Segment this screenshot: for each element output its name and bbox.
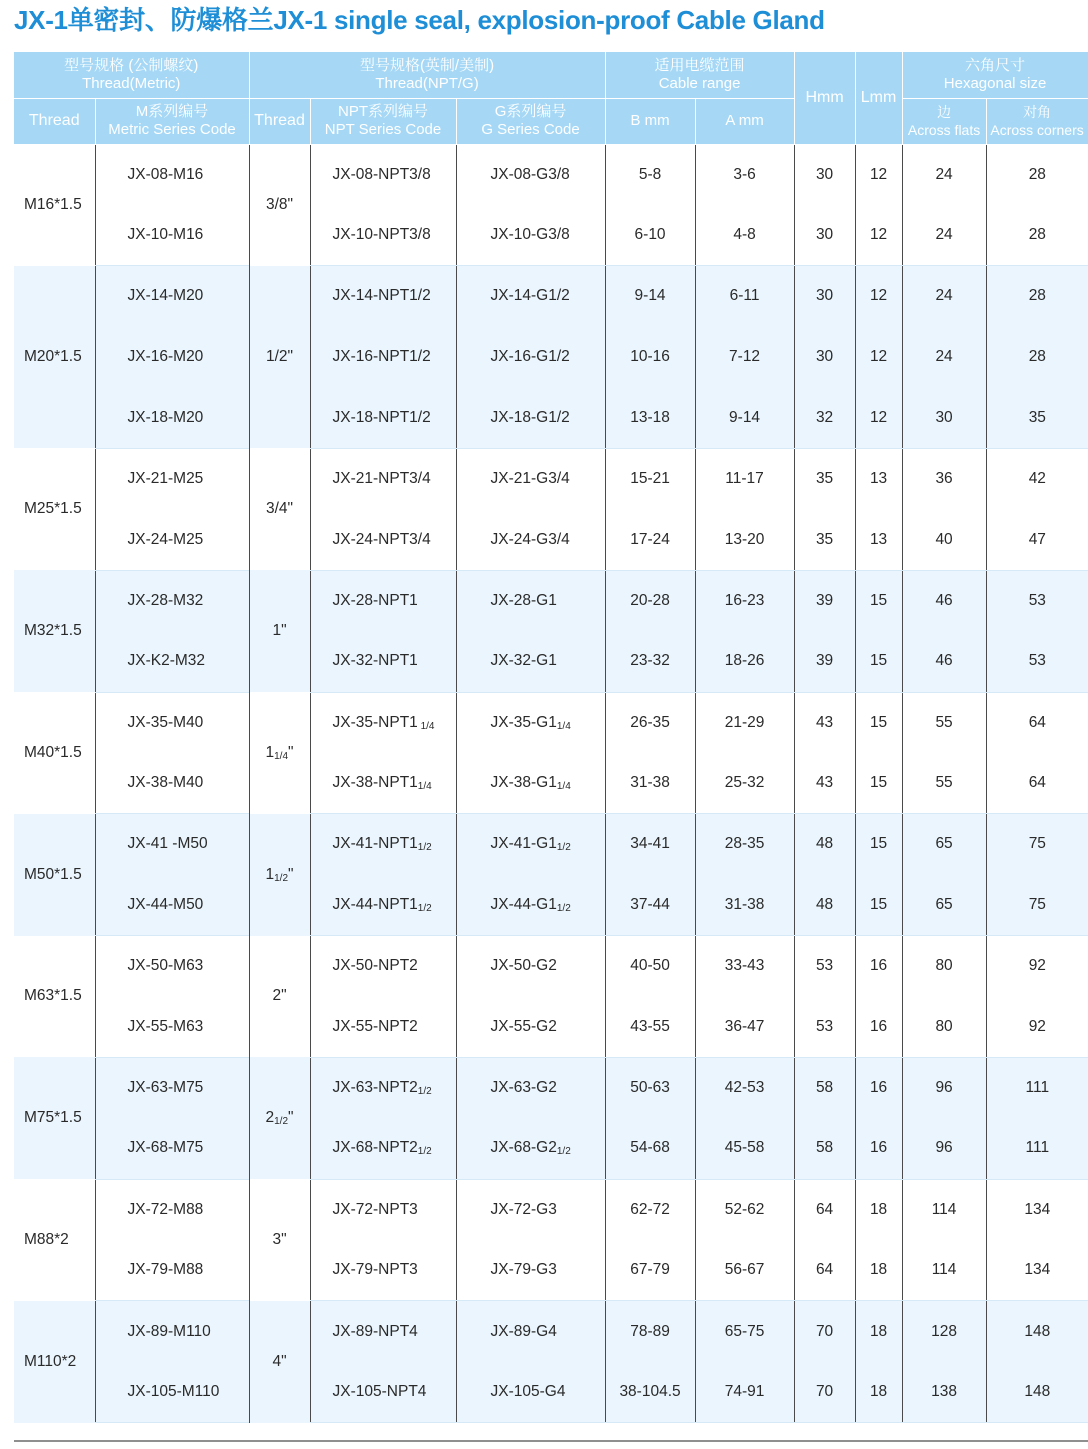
g-code-cell: $JX-68-G2_{1/2}$ (456, 1118, 605, 1179)
g-code-cell: JX-10-G3/8 (456, 205, 605, 266)
g-code-cell: JX-63-G2 (456, 1057, 605, 1118)
cable-b-cell: 37-44 (605, 875, 695, 936)
hex-group-header: 六角尺寸 Hexagonal size (902, 52, 1088, 98)
corners-cell: 42 (986, 448, 1088, 509)
table-row (14, 388, 1088, 449)
flats-cell: 128 (902, 1301, 986, 1362)
a-mm-header: A mm (695, 98, 794, 144)
metric-code-cell: JX-63-M75 (95, 1057, 249, 1118)
g-code-cell: $JX-44-G1_{1/2}$ (456, 875, 605, 936)
thread-group (14, 936, 1088, 1058)
cable-a-cell: 4-8 (695, 205, 794, 266)
metric-code-cell: JX-72-M88 (95, 1179, 249, 1240)
thread-group (14, 814, 1088, 936)
imperial-thread-cell: $2_{1/2}$" (249, 1057, 310, 1179)
corners-cell: 92 (986, 936, 1088, 997)
npt-code-cell: JX-28-NPT1 (310, 570, 456, 631)
npt-code-cell: JX-50-NPT2 (310, 936, 456, 997)
table-row (14, 509, 1088, 570)
l-cell: 18 (855, 1240, 902, 1301)
npt-code-cell: JX-21-NPT3/4 (310, 448, 456, 509)
flats-cell: 80 (902, 936, 986, 997)
metric-thread-cell: M75*1.5 (14, 1057, 95, 1179)
cable-a-cell: 28-35 (695, 814, 794, 875)
g-code-cell: JX-55-G2 (456, 996, 605, 1057)
corners-cell: 134 (986, 1240, 1088, 1301)
table-row (14, 205, 1088, 266)
thread-group (14, 1179, 1088, 1301)
l-cell: 12 (855, 205, 902, 266)
table-row (14, 327, 1088, 388)
npt-code-cell: JX-105-NPT4 (310, 1362, 456, 1423)
metric-thread-cell: M88*2 (24, 1231, 69, 1249)
cable-b-cell: 43-55 (605, 996, 695, 1057)
metric-code-cell: JX-14-M20 (95, 266, 249, 327)
cable-b-cell: 34-41 (605, 814, 695, 875)
metric-thread-cell: M40*1.5 (24, 743, 82, 761)
cable-group-header: 适用电缆范围 Cable range (605, 52, 794, 98)
thread-group (14, 570, 1088, 692)
thread2-header: Thread (249, 98, 310, 144)
metric-code-cell: JX-79-M88 (95, 1240, 249, 1301)
table-row (14, 1057, 1088, 1118)
npt-code-cell: JX-18-NPT1/2 (310, 388, 456, 449)
h-cell: 43 (794, 692, 855, 753)
metric-code-cell: JX-08-M16 (95, 144, 249, 205)
metric-group-header: 型号规格 (公制螺纹) Thread(Metric) (14, 52, 249, 98)
g-code-cell: JX-18-G1/2 (456, 388, 605, 449)
g-code-cell: JX-28-G1 (456, 570, 605, 631)
cable-b-cell: 6-10 (605, 205, 695, 266)
npt-code-cell: JX-89-NPT4 (310, 1301, 456, 1362)
npt-code-cell: JX-32-NPT1 (310, 631, 456, 692)
cable-b-cell: 9-14 (605, 266, 695, 327)
corners-cell: 148 (986, 1362, 1088, 1423)
l-cell: 16 (855, 1057, 902, 1118)
npt-code-cell: JX-14-NPT1/2 (310, 266, 456, 327)
corners-cell: 64 (986, 753, 1088, 814)
cable-b-cell: 62-72 (605, 1179, 695, 1240)
thread-group (14, 266, 1088, 449)
flats-cell: 138 (902, 1362, 986, 1423)
g-code-cell: JX-24-G3/4 (456, 509, 605, 570)
flats-cell: 96 (902, 1118, 986, 1179)
g-code-cell: $JX-35-G1_{1/4}$ (456, 692, 605, 753)
g-code-cell: JX-16-G1/2 (456, 327, 605, 388)
flats-cell: 46 (902, 631, 986, 692)
imperial-thread-cell: 4" (249, 1301, 310, 1423)
h-cell: 35 (794, 448, 855, 509)
cable-a-cell: 6-11 (695, 266, 794, 327)
h-cell: 53 (794, 936, 855, 997)
metric-code-cell: JX-105-M110 (95, 1362, 249, 1423)
h-cell: 32 (794, 388, 855, 449)
cable-b-cell: 13-18 (605, 388, 695, 449)
corners-cell: 92 (986, 996, 1088, 1057)
h-cell: 53 (794, 996, 855, 1057)
cable-b-cell: 20-28 (605, 570, 695, 631)
h-cell: 30 (794, 327, 855, 388)
h-cell: 35 (794, 509, 855, 570)
cable-b-cell: 40-50 (605, 936, 695, 997)
table-row (14, 266, 1088, 327)
thread-group (14, 144, 1088, 266)
npt-code-cell: JX-79-NPT3 (310, 1240, 456, 1301)
cable-b-cell: 5-8 (605, 144, 695, 205)
cable-b-cell: 38-104.5 (605, 1362, 695, 1423)
table-bottom-rule (14, 1440, 1088, 1442)
h-cell: 30 (794, 144, 855, 205)
metric-thread-cell: M50*1.5 (14, 814, 95, 936)
cable-a-cell: 7-12 (695, 327, 794, 388)
npt-series-header: NPT系列编号 NPT Series Code (310, 98, 456, 144)
table-header (14, 52, 1088, 144)
corners-cell: 64 (986, 692, 1088, 753)
l-cell: 12 (855, 266, 902, 327)
corners-cell: 111 (986, 1057, 1088, 1118)
h-cell: 43 (794, 753, 855, 814)
metric-thread-cell: M63*1.5 (24, 987, 82, 1005)
metric-code-cell: JX-10-M16 (95, 205, 249, 266)
cable-a-cell: 36-47 (695, 996, 794, 1057)
g-code-cell: JX-89-G4 (456, 1301, 605, 1362)
l-cell: 18 (855, 1362, 902, 1423)
flats-cell: 24 (902, 205, 986, 266)
table-row (14, 570, 1088, 631)
imperial-thread-cell: 2" (249, 936, 310, 1058)
h-cell: 30 (794, 205, 855, 266)
thread-group (14, 692, 1088, 814)
metric-code-cell: JX-55-M63 (95, 996, 249, 1057)
table-row (14, 144, 1088, 205)
corners-cell: 28 (986, 144, 1088, 205)
hmm-header: Hmm (794, 52, 855, 144)
flats-cell: 40 (902, 509, 986, 570)
npt-code-cell: $JX-38-NPT1_{1/4}$ (310, 753, 456, 814)
flats-cell: 55 (902, 692, 986, 753)
l-cell: 12 (855, 144, 902, 205)
npt-code-cell: $JX-44-NPT1_{1/2}$ (310, 875, 456, 936)
metric-thread-cell: M32*1.5 (14, 570, 95, 692)
table-row (14, 1240, 1088, 1301)
h-cell: 70 (794, 1301, 855, 1362)
cable-a-cell: 11-17 (695, 448, 794, 509)
flats-cell: 24 (902, 327, 986, 388)
cable-b-cell: 50-63 (605, 1057, 695, 1118)
corners-cell: 28 (986, 327, 1088, 388)
npt-code-cell: JX-72-NPT3 (310, 1179, 456, 1240)
cable-a-cell: 9-14 (695, 388, 794, 449)
table-row (14, 875, 1088, 936)
metric-code-cell: JX-35-M40 (95, 692, 249, 753)
cable-a-cell: 25-32 (695, 753, 794, 814)
cable-b-cell: 31-38 (605, 753, 695, 814)
table-row (14, 1118, 1088, 1179)
imperial-thread-cell: 1" (249, 570, 310, 692)
l-cell: 18 (855, 1179, 902, 1240)
g-code-cell: JX-79-G3 (456, 1240, 605, 1301)
npt-code-cell: $JX-41-NPT1_{1/2}$ (310, 814, 456, 875)
l-cell: 16 (855, 936, 902, 997)
h-cell: 64 (794, 1179, 855, 1240)
flats-cell: 24 (902, 144, 986, 205)
m-series-header: M系列编号 Metric Series Code (95, 98, 249, 144)
h-cell: 48 (794, 875, 855, 936)
npt-code-cell: JX-10-NPT3/8 (310, 205, 456, 266)
l-cell: 15 (855, 570, 902, 631)
l-cell: 15 (855, 692, 902, 753)
cable-a-cell: 31-38 (695, 875, 794, 936)
imperial-thread-cell: $1_{1/2}$" (249, 814, 310, 936)
cable-b-cell: 54-68 (605, 1118, 695, 1179)
metric-code-cell: JX-50-M63 (95, 936, 249, 997)
imperial-thread-cell: 1/2" (249, 266, 310, 449)
table-row (14, 753, 1088, 814)
l-cell: 13 (855, 509, 902, 570)
table-row (14, 1301, 1088, 1362)
g-series-header: G系列编号 G Series Code (456, 98, 605, 144)
flats-cell: 96 (902, 1057, 986, 1118)
flats-cell: 65 (902, 814, 986, 875)
cable-b-cell: 78-89 (605, 1301, 695, 1362)
cable-b-cell: 15-21 (605, 448, 695, 509)
npt-code-cell: JX-08-NPT3/8 (310, 144, 456, 205)
h-cell: 70 (794, 1362, 855, 1423)
thread-group (14, 448, 1088, 570)
cable-a-cell: 3-6 (695, 144, 794, 205)
g-code-cell: JX-32-G1 (456, 631, 605, 692)
metric-code-cell: JX-41 -M50 (95, 814, 249, 875)
flats-cell: 114 (902, 1179, 986, 1240)
flats-cell: 30 (902, 388, 986, 449)
l-cell: 12 (855, 388, 902, 449)
npt-code-cell: JX-55-NPT2 (310, 996, 456, 1057)
metric-code-cell: JX-16-M20 (95, 327, 249, 388)
metric-code-cell: JX-89-M110 (95, 1301, 249, 1362)
g-code-cell: JX-21-G3/4 (456, 448, 605, 509)
npt-code-cell: $JX-63-NPT2_{1/2}$ (310, 1057, 456, 1118)
page-title: JX-1单密封、防爆格兰JX-1 single seal, explosion-proof Cable Gland (14, 5, 825, 35)
flats-cell: 46 (902, 570, 986, 631)
cable-a-cell: 65-75 (695, 1301, 794, 1362)
b-mm-header: B mm (605, 98, 695, 144)
table-row (14, 1362, 1088, 1423)
cable-b-cell: 17-24 (605, 509, 695, 570)
metric-code-cell: JX-28-M32 (95, 570, 249, 631)
h-cell: 58 (794, 1118, 855, 1179)
cable-a-cell: 42-53 (695, 1057, 794, 1118)
metric-thread-cell: M110*2 (14, 1301, 95, 1423)
corners-cell: 111 (986, 1118, 1088, 1179)
cable-a-cell: 56-67 (695, 1240, 794, 1301)
spec-table (14, 52, 1088, 1423)
cable-b-cell: 23-32 (605, 631, 695, 692)
l-cell: 15 (855, 875, 902, 936)
imperial-thread-cell: $1_{1/4}$" (249, 692, 310, 814)
npt-code-cell: $JX-68-NPT2_{1/2}$ (310, 1118, 456, 1179)
cable-a-cell: 13-20 (695, 509, 794, 570)
cable-a-cell: 16-23 (695, 570, 794, 631)
cable-a-cell: 33-43 (695, 936, 794, 997)
corners-header: 对角 Across corners (986, 98, 1088, 144)
metric-code-cell: JX-21-M25 (95, 448, 249, 509)
cable-b-cell: 26-35 (605, 692, 695, 753)
metric-code-cell: JX-24-M25 (95, 509, 249, 570)
thread-header: Thread (14, 98, 95, 144)
table-row (14, 1179, 1088, 1240)
cable-a-cell: 45-58 (695, 1118, 794, 1179)
table-row (14, 448, 1088, 509)
table-row (14, 631, 1088, 692)
metric-thread-cell: M25*1.5 (24, 500, 82, 518)
cable-a-cell: 21-29 (695, 692, 794, 753)
l-cell: 12 (855, 327, 902, 388)
imperial-thread-cell: 3/4" (249, 448, 310, 570)
h-cell: 39 (794, 631, 855, 692)
metric-code-cell: JX-38-M40 (95, 753, 249, 814)
corners-cell: 47 (986, 509, 1088, 570)
l-cell: 16 (855, 996, 902, 1057)
npt-code-cell: JX-16-NPT1/2 (310, 327, 456, 388)
cable-b-cell: 10-16 (605, 327, 695, 388)
table-row (14, 936, 1088, 997)
corners-cell: 53 (986, 631, 1088, 692)
table-row (14, 692, 1088, 753)
flats-cell: 24 (902, 266, 986, 327)
npt-code-cell: JX-24-NPT3/4 (310, 509, 456, 570)
g-code-cell: JX-72-G3 (456, 1179, 605, 1240)
l-cell: 18 (855, 1301, 902, 1362)
flats-cell: 36 (902, 448, 986, 509)
metric-code-cell: JX-68-M75 (95, 1118, 249, 1179)
g-code-cell: $JX-41-G1_{1/2}$ (456, 814, 605, 875)
thread-group (14, 1301, 1088, 1423)
corners-cell: 28 (986, 205, 1088, 266)
g-code-cell: JX-50-G2 (456, 936, 605, 997)
l-cell: 13 (855, 448, 902, 509)
g-code-cell: $JX-38-G1_{1/4}$ (456, 753, 605, 814)
npt-group-header: 型号规格(英制/美制) Thread(NPT/G) (249, 52, 605, 98)
cable-a-cell: 52-62 (695, 1179, 794, 1240)
corners-cell: 35 (986, 388, 1088, 449)
metric-code-cell: JX-18-M20 (95, 388, 249, 449)
flats-header: 边 Across flats (902, 98, 986, 144)
g-code-cell: JX-14-G1/2 (456, 266, 605, 327)
thread-group (14, 1057, 1088, 1179)
h-cell: 48 (794, 814, 855, 875)
corners-cell: 148 (986, 1301, 1088, 1362)
corners-cell: 53 (986, 570, 1088, 631)
cable-a-cell: 74-91 (695, 1362, 794, 1423)
g-code-cell: JX-105-G4 (456, 1362, 605, 1423)
h-cell: 64 (794, 1240, 855, 1301)
imperial-thread-cell: 3" (249, 1179, 310, 1301)
lmm-header: Lmm (855, 52, 902, 144)
flats-cell: 80 (902, 996, 986, 1057)
npt-code-cell: JX-35-NPT1 $_{1/4}$ (310, 692, 456, 753)
corners-cell: 134 (986, 1179, 1088, 1240)
g-code-cell: JX-08-G3/8 (456, 144, 605, 205)
l-cell: 15 (855, 631, 902, 692)
metric-code-cell: JX-44-M50 (95, 875, 249, 936)
metric-code-cell: JX-K2-M32 (95, 631, 249, 692)
l-cell: 15 (855, 753, 902, 814)
corners-cell: 28 (986, 266, 1088, 327)
h-cell: 58 (794, 1057, 855, 1118)
flats-cell: 114 (902, 1240, 986, 1301)
l-cell: 15 (855, 814, 902, 875)
metric-thread-cell: M16*1.5 (24, 196, 82, 214)
imperial-thread-cell: 3/8" (249, 144, 310, 266)
l-cell: 16 (855, 1118, 902, 1179)
table-row (14, 814, 1088, 875)
cable-b-cell: 67-79 (605, 1240, 695, 1301)
table-row (14, 996, 1088, 1057)
h-cell: 30 (794, 266, 855, 327)
corners-cell: 75 (986, 875, 1088, 936)
flats-cell: 55 (902, 753, 986, 814)
cable-a-cell: 18-26 (695, 631, 794, 692)
flats-cell: 65 (902, 875, 986, 936)
h-cell: 39 (794, 570, 855, 631)
corners-cell: 75 (986, 814, 1088, 875)
metric-thread-cell: M20*1.5 (14, 266, 95, 449)
